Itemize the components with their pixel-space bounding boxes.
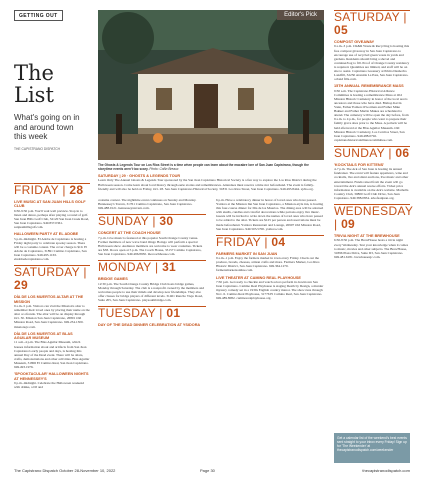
- editors-pick-label: Editor's Pick: [284, 12, 317, 18]
- day-num: 09: [341, 217, 356, 232]
- event-heading: TRIVIA NIGHT AT THE BREWHOUSE: [334, 234, 400, 239]
- day-name: SATURDAY: [334, 10, 400, 24]
- event-body: 9 p.m.-midnight. Celebrate the Halloween weekend with drinks, a DJ and: [14, 380, 85, 389]
- day-name: SUNDAY: [98, 214, 149, 229]
- day-heading-monday: MONDAY | 31: [98, 260, 206, 274]
- event-body: 6:30-9:30 p.m. You'll wait well preview. Stop in to listen and dance, perhaps after playing a round of golf. San Juan Hills Golf Club, 32120 San Juan Creek Road, San Juan Capistrano. 949.837.0361. sanjuanhillsgolf.com.: [14, 208, 90, 230]
- editors-pick-badge: [277, 10, 324, 20]
- event-body: 11 a.m.-4 p.m. The Blas Aguilar Museum, which houses information about and artifacts from San Juan Capistrano's early people and days, is hosting this annual Day of the Dead event. There will be altars, crafts, demonstrations and other activities. Blas Aguilar Museum, 31806 El Camino Real, San Juan Capistrano. 949.493.1976.: [14, 340, 90, 369]
- event-body: costume contest. The nighttime event continues on Sunday and Monday. Hennessey's Tavern, 31761 Camino Capistrano, San Juan Capistrano. 949.488.0121. hennesseystavern.com.: [98, 198, 197, 211]
- col-right: [334, 10, 413, 259]
- event-heading: 'KOCKTAILS FOR KITTENS': [334, 162, 385, 167]
- day-num: 06: [395, 145, 410, 160]
- event-body: 7:30 p.m. Get ready to chuckle and watch actors perform in downtown San Juan Capistrano. Camino Real Playhouse is staging Death by Design, a murder mystery comedy set in a 1930s English country manor. The show runs through Nov. 6. Camino Real Playhouse, 31776 El Camino Real, San Juan Capistrano. 949.489.8082. caminorealplayhouse.org.: [216, 279, 324, 301]
- weekender-promo[interactable]: [334, 433, 410, 463]
- event-heading: DAY OF THE DEAD DINNER CELEBRATION AT YSIDORA: [98, 323, 201, 328]
- event-body: 7 p.m. Live music is featured at this popular South Orange County venue. Former members of new wave band Oingo Boingo will perform a special Halloween show. Audience members are welcome to wear costumes. Tickets are $38. Doors open at 5 p.m. The Coach House, 33157 Camino Capistrano, San Juan Capistrano. 949.496.8930. thecoachhouse.com.: [98, 235, 203, 257]
- day-heading-friday: FRIDAY | 28: [14, 183, 90, 197]
- photo-caption-text: The Ghosts & Legends Tour on Los Rios Street is a time when people can learn about the macabre lore of San Juan Capistrano, though the storytime events aren't too scary.: [98, 163, 309, 172]
- event-heading: BRIDGE GAMES: [98, 277, 128, 282]
- day-heading-tuesday: TUESDAY | 01: [98, 306, 206, 320]
- day-heading-saturday: SATURDAY | 29: [14, 265, 90, 292]
- event-body: 6:30-8:30 p.m. The BrewHouse hosts a trivia night every Wednesday. Test your knowledge when it comes to music, movies and other subjects. The BrewHouse, 31896 Plaza Drive, Suite D3, San Juan Capistrano. 949.481.6181. brewhousesjc.com.: [334, 238, 409, 259]
- event-body: 9:30 a.m. The Capistrano Historical Alliance Committee is hosting a remembrance Mass at Old Mission Historic Cemetery in honor of the local area's ancestors and those who have died. Bishop Kevin Vann, Father Eamon O'Gorman and Father Mike Bakker and Father Martin Mukes are scheduled to attend. The cemetery will be open the day before, from 9 a.m. to 4 p.m., for people who want to prepare their family grave sites prior to the Mass. A potluck will be held afterward at the Blas Aguilar Museum. Old Mission Historic Cemetery, Los Cerritos Street, San Juan Capistrano. 949.488.0792. capistranohistoricalalliancecommittee.com.: [334, 88, 409, 142]
- event-body: 6 p.m. Have a celebratory dinner in honor of loved ones who have passed. Ysidora at the Mission Inn San Juan Capistrano, a Mission-style inn, is hosting this four-course dinner for Día de los Muertos. The dining area will be adorned with skulls, candles and colorful decorations while patrons enjoy live music. Guests will be invited to write down the names of loved ones who have passed to be added to the altar. Tickets are $125 per person and reservations must be made beforehand. Ysidora Restaurant and Lounge, 26907 Old Mission Road, San Juan Capistrano. 949.503.5700. ysidora.com.: [216, 198, 324, 231]
- day-heading-sunday-06: SUNDAY | 06: [334, 145, 410, 160]
- day-name: FRIDAY: [216, 234, 261, 249]
- day-heading-wednesday: WEDNESDAY | 09: [334, 204, 413, 232]
- event-heading: LIVE THEATER AT CAMINO REAL PLAYHOUSE: [216, 275, 301, 280]
- feature-blurb: [98, 174, 324, 191]
- event-heading: LIVE MUSIC AT SAN JUAN HILLS GOLF CLUB: [14, 200, 86, 209]
- event-body: 5 p.m.-midnight. El Adobe de Capistrano is hosting a Friday night party to celebrate spooky season. There will be a costume contest. The cover charge is $10. El Adobe de Capistrano, 31891 Camino Capistrano, San Juan Capistrano. 949.493.1163. eladobedecapistrano.com.: [14, 236, 88, 262]
- event-body: 9 a.m.-1 p.m. Enjoy the farmers market in town every Friday. Check out the produce, breads, cheeses, artisan crafts and more. Farmers Market, Los Rios Historic District, San Juan Capistrano. 949.364.1270. farmersmarketsonline.com.: [216, 256, 320, 273]
- byline: THE CAPISTRANO DISPATCH: [14, 146, 61, 151]
- event-body: 9 a.m.-5 p.m. Visitors can visit the Mission's altar to remember their loved ones by placing their name on the altar or ofrenda. The altar will be on display through Oct. 30. Mission San Juan Capistrano, 26801 Old Mission Road, San Juan Capistrano. 949.234.1300. missionsjc.com.: [14, 304, 90, 329]
- day-name: TUESDAY: [98, 306, 156, 321]
- feature-heading: SATURDAY | 29 · GHOSTS & LEGENDS TOUR: [98, 174, 181, 178]
- section-tag: [14, 10, 63, 21]
- event-body: 12:30 p.m. The South Orange County Bridge Club hosts bridge games, Monday through Saturday. The club is a nonprofit owned by the members and welcomes people to use their minds and develop new friendships. They also offer classes for bridge players of different levels. 31461 Rancho Viejo Road, Suite 205, San Juan Capistrano. playsouthbridge.com.: [98, 281, 205, 302]
- photo-credit: Photo: Collin Breaux: [149, 167, 179, 172]
- col-mid-b: [216, 198, 324, 300]
- section-tag-label: GETTING OUT: [19, 12, 58, 19]
- title-block: [14, 62, 88, 151]
- photo-caption: [98, 163, 324, 171]
- day-num: 29: [14, 278, 28, 293]
- event-heading: FARMERS MARKET IN SAN JUAN: [216, 251, 278, 256]
- event-heading: 15TH ANNUAL REMEMBRANCE MASS: [334, 84, 404, 89]
- event-heading: COMPOST GIVEAWAY: [334, 40, 375, 44]
- event-heading: CONCERT AT THE COACH HOUSE: [98, 231, 161, 236]
- day-num: 05: [334, 23, 348, 37]
- event-body: 9 a.m.-3 p.m. CR&R Waste & Recycling is hosting this free compost giveaway in San Juan Capistrano to encourage use of recycled green waste in yards and gardens. Residents should bring a shovel and container/bag to fill. Proof of Orange County residency is required. Quantities are limited, and staff will be on site to assist. Capistrano Greenery at Prima Deshecha Landfill, 32250 Avenida La Pata, San Juan Capistrano. ocland fills.com.: [334, 44, 410, 82]
- promo-text: Get a calendar list of the weekend's best events sent straight to your inbox every Friday! Sign up for 'The Weekender' at thecapistranodispatch.com/weekender: [337, 436, 407, 452]
- day-num: 31: [162, 260, 177, 275]
- house-scene-image: [98, 10, 324, 160]
- day-heading-sunday: SUNDAY | 30: [98, 214, 206, 228]
- day-name: SATURDAY: [14, 265, 80, 280]
- day-num: 04: [271, 234, 286, 249]
- col-left: [14, 183, 90, 389]
- day-name: SUNDAY: [334, 145, 385, 160]
- feature-photo: [98, 10, 324, 160]
- footer-website: thecapistranodispatch.com: [362, 468, 410, 473]
- event-heading: 'SPOOKTACULAR' HALLOWEEN NIGHTS AT HENNESSEY'S: [14, 372, 89, 381]
- day-num: 30: [159, 214, 174, 229]
- day-heading-friday-04: FRIDAY | 04: [216, 235, 324, 249]
- feature-text: Learn Only The Annual Ghosts & Legends Tour sponsored by the San Juan Capistrano Historical Society is a fun way to explore the Los Rios District during the Halloween season. Come learn about local history through eerie stories and remembrances. Attendees must reserve a time slot beforehand. The event is family-friendly and will also be held on Friday, Oct. 28. San Juan Capistrano Historical Society, 31831 Los Rios Street, San Juan Capistrano. 949.493.8444. sjchs.org.: [98, 178, 317, 191]
- event-body: 4-7 p.m. The Ark of San Juan is hosting its annual fundraiser. The event will feature appetizers, wine and cocktails, live and silent auctions, live music and other entertainment. Funds raised from the event will go toward the Ark's annual rescue efforts. Ticket price information is available on the Ark's website. Marbella Country Club, 30800 Golf Club Drive, San Juan Capistrano. 949.388.0834. arkofsanjuan.org.: [334, 167, 409, 200]
- page-title: The List: [14, 61, 54, 107]
- page-subtitle: What's going on in and around town this week: [14, 113, 80, 141]
- day-heading-saturday-05: SATURDAY | 05: [334, 10, 410, 37]
- day-name: WEDNESDAY: [334, 204, 413, 219]
- day-num: 01: [166, 306, 181, 321]
- col-mid-a: [98, 198, 206, 327]
- day-num: 28: [69, 183, 84, 197]
- event-heading: DÍA DE LOS MUERTOS ALTAR AT THE MISSION: [14, 295, 84, 304]
- footer-publication: The Capistrano Dispatch October 28-November 10, 2022: [14, 468, 116, 473]
- page-number: Page 30: [200, 468, 215, 473]
- event-heading: HALLOWEEN PARTY AT EL ADOBE: [14, 232, 79, 237]
- event-heading: DÍA DE LOS MUERTOS AT BLAS AGUILAR MUSEUM: [14, 331, 73, 341]
- day-name: MONDAY: [98, 260, 152, 275]
- day-name: FRIDAY: [14, 183, 59, 197]
